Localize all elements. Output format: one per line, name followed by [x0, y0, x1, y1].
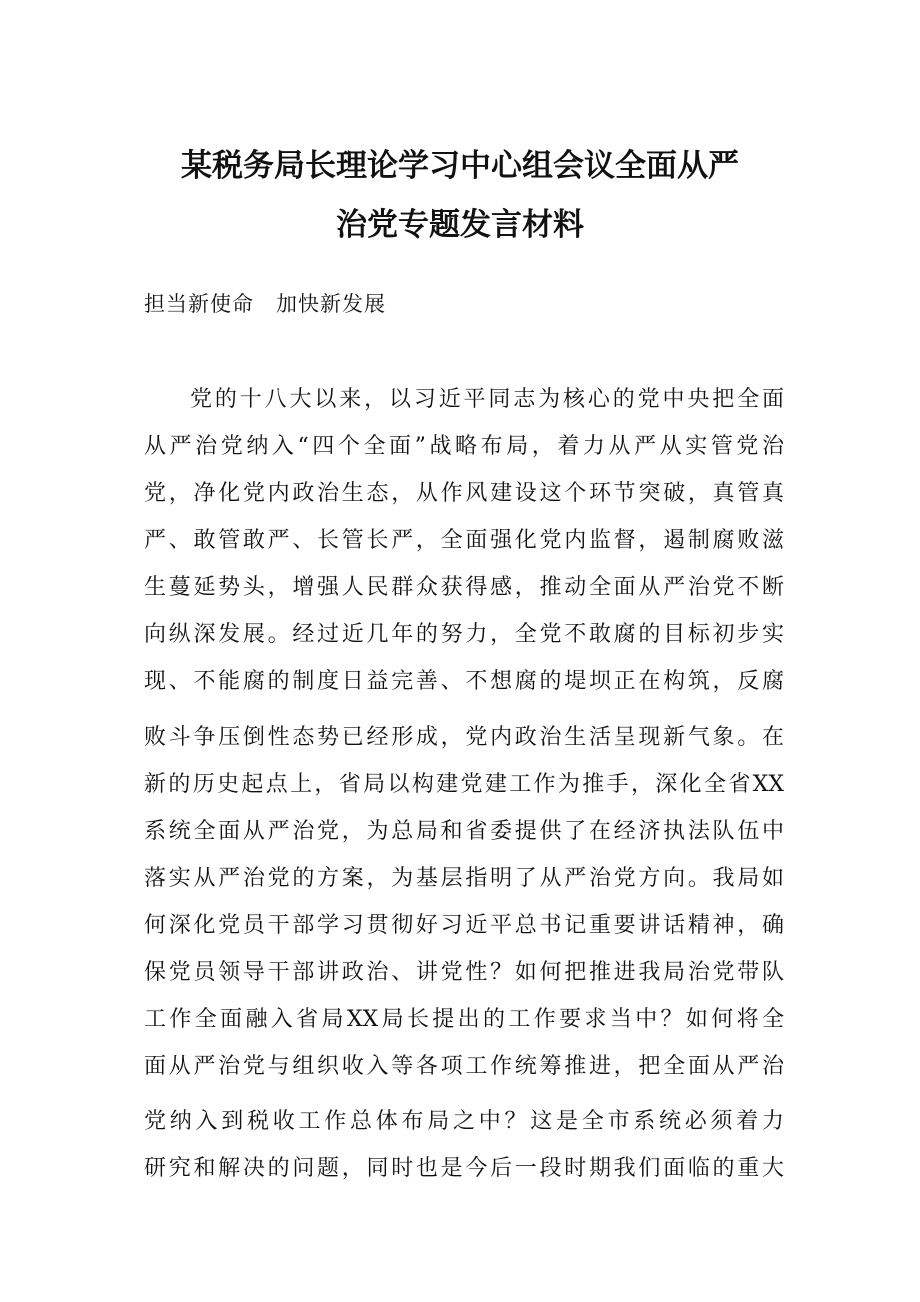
document-title-line-1: 某税务局长理论学习中心组会议全面从严	[181, 148, 739, 184]
body-line: 生蔓延势头，增强人民群众获得感，推动全面从严治党不断	[144, 575, 784, 600]
body-line: 系统全面从严治党，为总局和省委提供了在经济执法队伍中	[144, 819, 784, 844]
body-line: 现、不能腐的制度日益完善、不想腐的堤坝正在构筑，反腐	[144, 669, 784, 694]
body-line: 从严治党纳入“四个全面”战略布局，着力从严从实管党治	[144, 434, 784, 459]
body-line: 研究和解决的问题，同时也是今后一段时期我们面临的重大	[144, 1156, 784, 1181]
body-line: 保党员领导干部讲政治、讲党性？如何把推进我局治党带队	[144, 960, 784, 985]
body-line: 向纵深发展。经过近几年的努力，全党不敢腐的目标初步实	[144, 622, 784, 647]
body-line: 党的十八大以来，以习近平同志为核心的党中央把全面	[190, 387, 784, 412]
body-line: 新的历史起点上，省局以构建党建工作为推手，深化全省XX	[144, 772, 784, 797]
body-line: 党，净化党内政治生态，从作风建设这个环节突破，真管真	[144, 481, 784, 506]
body-line: 何深化党员干部学习贯彻好习近平总书记重要讲话精神，确	[144, 913, 784, 938]
body-line: 落实从严治党的方案，为基层指明了从严治党方向。我局如	[144, 866, 784, 891]
body-line: 党纳入到税收工作总体布局之中？这是全市系统必须着力	[144, 1109, 784, 1134]
body-line: 面从严治党与组织收入等各项工作统筹推进，把全面从严治	[144, 1054, 784, 1079]
body-line: 严、敢管敢严、长管长严，全面强化党内监督，遏制腐败滋	[144, 528, 784, 553]
document-subtitle: 担当新使命 加快新发展	[144, 292, 386, 316]
body-line: 败斗争压倒性态势已经形成，党内政治生活呈现新气象。在	[144, 725, 784, 750]
document-title-line-2: 治党专题发言材料	[336, 207, 584, 243]
body-line: 工作全面融入省局XX局长提出的工作要求当中？如何将全	[144, 1007, 784, 1032]
